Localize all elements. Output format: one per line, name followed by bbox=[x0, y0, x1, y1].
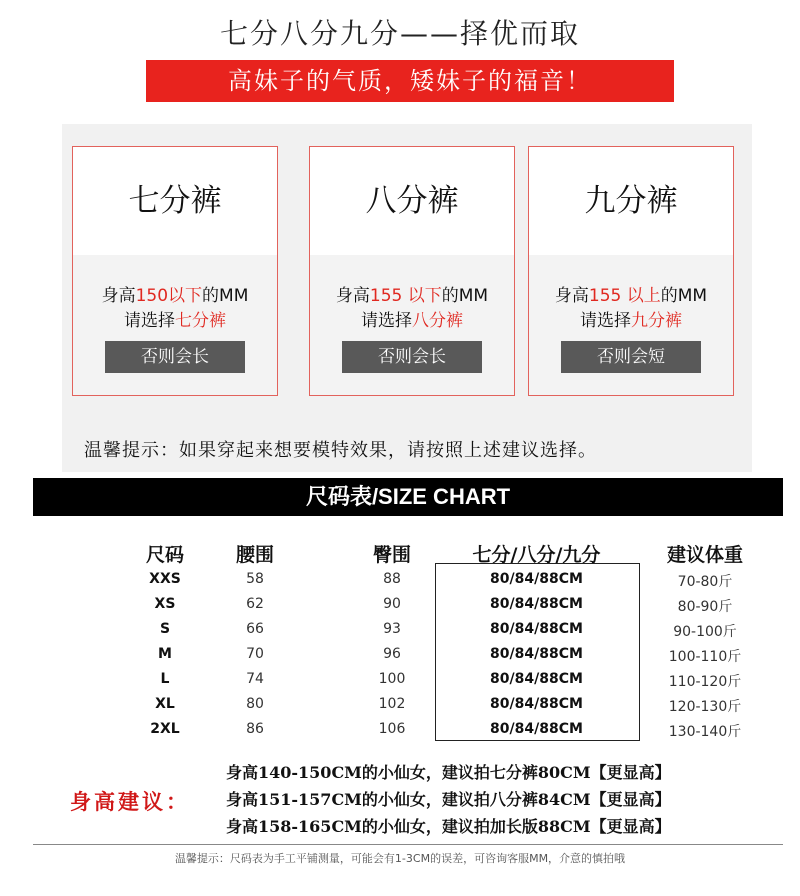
size-cell: S bbox=[159, 621, 171, 637]
model-effect-tip: 温馨提示：如果穿起来想要模特效果，请按照上述建议选择。 bbox=[84, 440, 597, 461]
height-requirement: 身高150以下的MM bbox=[101, 286, 249, 306]
divider bbox=[33, 844, 783, 845]
height-advice-label: 身高建议： bbox=[70, 789, 190, 814]
waist-cell: 62 bbox=[246, 596, 264, 612]
header-size: 尺码 bbox=[145, 544, 184, 566]
hip-cell: 90 bbox=[383, 596, 401, 612]
waist-cell: 58 bbox=[246, 571, 264, 587]
card-nine-tenths-pants bbox=[528, 146, 734, 396]
card-title: 九分裤 bbox=[529, 147, 733, 255]
choice-recommendation: 请选择九分裤 bbox=[580, 311, 682, 331]
waist-cell: 66 bbox=[246, 621, 264, 637]
weight-cell: 110-120斤 bbox=[668, 674, 742, 690]
card-title: 七分裤 bbox=[73, 147, 277, 255]
weight-cell: 80-90斤 bbox=[677, 599, 733, 615]
height-advice-line: 身高151-157CM的小仙女，建议拍八分裤84CM【更显高】 bbox=[226, 790, 671, 809]
height-advice-line: 身高140-150CM的小仙女，建议拍七分裤80CM【更显高】 bbox=[226, 763, 671, 782]
length-cell: 80/84/88CM bbox=[490, 646, 583, 662]
warning-label: 否则会长 bbox=[105, 341, 245, 373]
height-requirement: 身高155 以上的MM bbox=[554, 286, 708, 306]
hip-cell: 106 bbox=[378, 721, 406, 737]
hip-cell: 96 bbox=[383, 646, 401, 662]
hip-cell: 93 bbox=[383, 621, 401, 637]
slogan-banner: 高妹子的气质，矮妹子的福音！ bbox=[146, 60, 674, 102]
height-advice-line: 身高158-165CM的小仙女，建议拍加长版88CM【更显高】 bbox=[226, 817, 671, 836]
card-body bbox=[73, 255, 277, 395]
waist-cell: 86 bbox=[246, 721, 264, 737]
size-cell: M bbox=[158, 646, 172, 662]
header-hip: 臀围 bbox=[372, 544, 411, 566]
card-title: 八分裤 bbox=[310, 147, 514, 255]
waist-cell: 74 bbox=[246, 671, 264, 687]
size-cell: XXS bbox=[149, 571, 181, 587]
length-cell: 80/84/88CM bbox=[490, 721, 583, 737]
measurement-note: 温馨提示：尺码表为手工平铺测量，可能会有1-3CM的误差，可咨询客服MM，介意的慎拍哦 bbox=[174, 852, 626, 865]
page-title: 七分八分九分——择优而取 bbox=[219, 17, 580, 50]
weight-cell: 120-130斤 bbox=[668, 699, 742, 715]
length-cell: 80/84/88CM bbox=[490, 596, 583, 612]
size-chart-title: 尺码表/SIZE CHART bbox=[33, 478, 783, 516]
weight-cell: 90-100斤 bbox=[673, 624, 737, 640]
header-waist: 腰围 bbox=[235, 544, 274, 566]
weight-cell: 130-140斤 bbox=[668, 724, 742, 740]
card-eight-tenths-pants bbox=[309, 146, 515, 396]
card-seven-tenths-pants bbox=[72, 146, 278, 396]
size-cell: 2XL bbox=[150, 721, 180, 737]
length-cell: 80/84/88CM bbox=[490, 571, 583, 587]
header-weight: 建议体重 bbox=[666, 544, 743, 566]
header-length: 七分/八分/九分 bbox=[472, 544, 601, 566]
waist-cell: 80 bbox=[246, 696, 264, 712]
height-requirement: 身高155 以下的MM bbox=[335, 286, 489, 306]
choice-recommendation: 请选择七分裤 bbox=[124, 311, 226, 331]
length-cell: 80/84/88CM bbox=[490, 696, 583, 712]
hip-cell: 88 bbox=[383, 571, 401, 587]
choice-recommendation: 请选择八分裤 bbox=[361, 311, 463, 331]
hip-cell: 100 bbox=[378, 671, 406, 687]
waist-cell: 70 bbox=[246, 646, 264, 662]
weight-cell: 70-80斤 bbox=[677, 574, 733, 590]
card-body bbox=[310, 255, 514, 395]
size-cell: XL bbox=[155, 696, 175, 712]
card-body bbox=[529, 255, 733, 395]
length-cell: 80/84/88CM bbox=[490, 621, 583, 637]
warning-label: 否则会长 bbox=[342, 341, 482, 373]
weight-cell: 100-110斤 bbox=[668, 649, 742, 665]
size-cell: L bbox=[160, 671, 170, 687]
warning-label: 否则会短 bbox=[561, 341, 701, 373]
length-cell: 80/84/88CM bbox=[490, 671, 583, 687]
hip-cell: 102 bbox=[378, 696, 406, 712]
size-cell: XS bbox=[154, 596, 176, 612]
